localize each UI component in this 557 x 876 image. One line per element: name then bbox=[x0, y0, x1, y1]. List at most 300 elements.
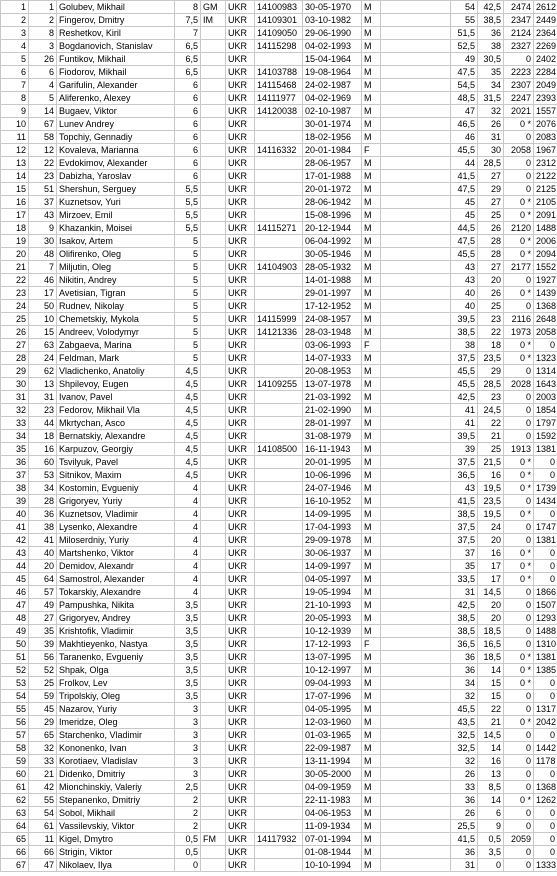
cell-player-name[interactable]: Nazarov, Yuriy bbox=[57, 703, 175, 716]
table-row[interactable] bbox=[1, 183, 557, 196]
cell-sex[interactable]: M bbox=[362, 235, 381, 248]
cell-points[interactable]: 4,5 bbox=[175, 469, 201, 482]
cell-title[interactable] bbox=[201, 482, 226, 495]
cell-title[interactable] bbox=[201, 664, 226, 677]
cell-title[interactable] bbox=[201, 235, 226, 248]
cell-birth-date[interactable]: 01-08-1944 bbox=[303, 846, 362, 859]
cell-title[interactable] bbox=[201, 300, 226, 313]
cell-birth-date[interactable]: 04-02-1969 bbox=[303, 92, 362, 105]
cell-rank[interactable]: 52 bbox=[1, 664, 29, 677]
cell-birth-date[interactable]: 10-12-1997 bbox=[303, 664, 362, 677]
cell-rank[interactable]: 44 bbox=[1, 560, 29, 573]
cell-empty[interactable] bbox=[381, 248, 451, 261]
cell-birth-date[interactable]: 28-01-1997 bbox=[303, 417, 362, 430]
cell-sex[interactable]: M bbox=[362, 508, 381, 521]
cell-empty[interactable] bbox=[381, 781, 451, 794]
cell-performance[interactable]: 1739 bbox=[534, 482, 557, 495]
cell-title[interactable] bbox=[201, 339, 226, 352]
cell-player-name[interactable]: Mirzoev, Emil bbox=[57, 209, 175, 222]
cell-rating[interactable]: 0 * bbox=[504, 677, 534, 690]
cell-points[interactable]: 4,5 bbox=[175, 417, 201, 430]
cell-title[interactable] bbox=[201, 703, 226, 716]
cell-tiebreak-1[interactable]: 45,5 bbox=[451, 144, 478, 157]
cell-player-name[interactable]: Bernatskiy, Alexandre bbox=[57, 430, 175, 443]
cell-sex[interactable]: M bbox=[362, 495, 381, 508]
cell-start-no[interactable]: 20 bbox=[29, 560, 57, 573]
cell-empty[interactable] bbox=[381, 599, 451, 612]
cell-birth-date[interactable]: 03-10-1982 bbox=[303, 14, 362, 27]
cell-tiebreak-2[interactable]: 31,5 bbox=[478, 92, 504, 105]
cell-rating[interactable]: 0 * bbox=[504, 482, 534, 495]
cell-player-name[interactable]: Samostrol, Alexander bbox=[57, 573, 175, 586]
cell-empty[interactable] bbox=[381, 92, 451, 105]
cell-player-name[interactable]: Shpilevoy, Eugen bbox=[57, 378, 175, 391]
cell-tiebreak-1[interactable]: 40 bbox=[451, 287, 478, 300]
cell-rank[interactable]: 67 bbox=[1, 859, 29, 872]
cell-fide-id[interactable] bbox=[255, 781, 303, 794]
cell-tiebreak-2[interactable]: 28,5 bbox=[478, 378, 504, 391]
cell-start-no[interactable]: 55 bbox=[29, 794, 57, 807]
cell-fide-id[interactable] bbox=[255, 716, 303, 729]
cell-federation[interactable]: UKR bbox=[226, 391, 255, 404]
cell-sex[interactable]: M bbox=[362, 352, 381, 365]
cell-points[interactable]: 3 bbox=[175, 755, 201, 768]
cell-tiebreak-2[interactable]: 26 bbox=[478, 118, 504, 131]
cell-tiebreak-1[interactable]: 43 bbox=[451, 482, 478, 495]
cell-fide-id[interactable] bbox=[255, 209, 303, 222]
cell-performance[interactable]: 1854 bbox=[534, 404, 557, 417]
table-row[interactable] bbox=[1, 586, 557, 599]
cell-rating[interactable]: 0 bbox=[504, 391, 534, 404]
cell-title[interactable] bbox=[201, 651, 226, 664]
cell-empty[interactable] bbox=[381, 768, 451, 781]
cell-points[interactable]: 3 bbox=[175, 768, 201, 781]
cell-start-no[interactable]: 10 bbox=[29, 313, 57, 326]
cell-federation[interactable]: UKR bbox=[226, 677, 255, 690]
table-row[interactable] bbox=[1, 469, 557, 482]
cell-sex[interactable]: M bbox=[362, 404, 381, 417]
cell-fide-id[interactable] bbox=[255, 430, 303, 443]
cell-performance[interactable]: 1747 bbox=[534, 521, 557, 534]
cell-federation[interactable]: UKR bbox=[226, 638, 255, 651]
table-row[interactable] bbox=[1, 300, 557, 313]
cell-rating[interactable]: 0 bbox=[504, 638, 534, 651]
cell-start-no[interactable]: 51 bbox=[29, 183, 57, 196]
cell-empty[interactable] bbox=[381, 430, 451, 443]
cell-player-name[interactable]: Miljutin, Oleg bbox=[57, 261, 175, 274]
table-row[interactable] bbox=[1, 443, 557, 456]
cell-performance[interactable]: 2042 bbox=[534, 716, 557, 729]
cell-performance[interactable]: 2058 bbox=[534, 326, 557, 339]
cell-birth-date[interactable]: 21-03-1992 bbox=[303, 391, 362, 404]
cell-federation[interactable]: UKR bbox=[226, 690, 255, 703]
cell-performance[interactable]: 1434 bbox=[534, 495, 557, 508]
cell-birth-date[interactable]: 22-09-1987 bbox=[303, 742, 362, 755]
cell-empty[interactable] bbox=[381, 261, 451, 274]
cell-sex[interactable]: M bbox=[362, 274, 381, 287]
cell-federation[interactable]: UKR bbox=[226, 378, 255, 391]
cell-fide-id[interactable] bbox=[255, 131, 303, 144]
cell-tiebreak-2[interactable]: 16 bbox=[478, 469, 504, 482]
cell-tiebreak-1[interactable]: 44 bbox=[451, 157, 478, 170]
cell-start-no[interactable]: 8 bbox=[29, 27, 57, 40]
cell-birth-date[interactable]: 17-12-1993 bbox=[303, 638, 362, 651]
cell-rating[interactable]: 2177 bbox=[504, 261, 534, 274]
cell-player-name[interactable]: Chemetskiy, Mykola bbox=[57, 313, 175, 326]
cell-tiebreak-1[interactable]: 37,5 bbox=[451, 534, 478, 547]
cell-points[interactable]: 3,5 bbox=[175, 690, 201, 703]
cell-rating[interactable]: 0 * bbox=[504, 196, 534, 209]
cell-fide-id[interactable]: 14100983 bbox=[255, 1, 303, 14]
cell-rank[interactable]: 2 bbox=[1, 14, 29, 27]
cell-sex[interactable]: M bbox=[362, 560, 381, 573]
cell-player-name[interactable]: Sobol, Mikhail bbox=[57, 807, 175, 820]
cell-tiebreak-1[interactable]: 31 bbox=[451, 586, 478, 599]
table-row[interactable] bbox=[1, 313, 557, 326]
cell-start-no[interactable]: 28 bbox=[29, 495, 57, 508]
cell-performance[interactable]: 1866 bbox=[534, 586, 557, 599]
table-row[interactable] bbox=[1, 40, 557, 53]
cell-title[interactable] bbox=[201, 560, 226, 573]
cell-player-name[interactable]: Fiodorov, Mikhail bbox=[57, 66, 175, 79]
cell-empty[interactable] bbox=[381, 144, 451, 157]
cell-rating[interactable]: 0 * bbox=[504, 235, 534, 248]
cell-title[interactable] bbox=[201, 209, 226, 222]
table-row[interactable] bbox=[1, 248, 557, 261]
cell-federation[interactable]: UKR bbox=[226, 222, 255, 235]
cell-player-name[interactable]: Olifirenko, Oleg bbox=[57, 248, 175, 261]
cell-start-no[interactable]: 38 bbox=[29, 521, 57, 534]
cell-tiebreak-2[interactable]: 14 bbox=[478, 664, 504, 677]
cell-birth-date[interactable]: 30-01-1974 bbox=[303, 118, 362, 131]
cell-fide-id[interactable]: 14115468 bbox=[255, 79, 303, 92]
cell-points[interactable]: 5 bbox=[175, 326, 201, 339]
cell-tiebreak-2[interactable]: 0 bbox=[478, 859, 504, 872]
cell-performance[interactable]: 0 bbox=[534, 573, 557, 586]
cell-empty[interactable] bbox=[381, 378, 451, 391]
cell-tiebreak-1[interactable]: 55 bbox=[451, 14, 478, 27]
cell-rank[interactable]: 50 bbox=[1, 638, 29, 651]
cell-tiebreak-1[interactable]: 25,5 bbox=[451, 820, 478, 833]
cell-start-no[interactable]: 56 bbox=[29, 651, 57, 664]
cell-federation[interactable]: UKR bbox=[226, 729, 255, 742]
cell-sex[interactable]: M bbox=[362, 755, 381, 768]
cell-tiebreak-1[interactable]: 33,5 bbox=[451, 573, 478, 586]
cell-rating[interactable]: 0 * bbox=[504, 352, 534, 365]
cell-fide-id[interactable] bbox=[255, 768, 303, 781]
cell-birth-date[interactable]: 31-08-1979 bbox=[303, 430, 362, 443]
cell-player-name[interactable]: Imeridze, Oleg bbox=[57, 716, 175, 729]
cell-performance[interactable]: 2105 bbox=[534, 196, 557, 209]
cell-birth-date[interactable]: 18-02-1956 bbox=[303, 131, 362, 144]
cell-start-no[interactable]: 42 bbox=[29, 781, 57, 794]
cell-tiebreak-2[interactable]: 32 bbox=[478, 105, 504, 118]
cell-rating[interactable]: 0 bbox=[504, 768, 534, 781]
cell-empty[interactable] bbox=[381, 859, 451, 872]
cell-rank[interactable]: 15 bbox=[1, 183, 29, 196]
cell-start-no[interactable]: 45 bbox=[29, 703, 57, 716]
cell-tiebreak-2[interactable]: 8,5 bbox=[478, 781, 504, 794]
cell-empty[interactable] bbox=[381, 40, 451, 53]
cell-points[interactable]: 3,5 bbox=[175, 599, 201, 612]
cell-sex[interactable]: M bbox=[362, 14, 381, 27]
cell-fide-id[interactable] bbox=[255, 651, 303, 664]
cell-start-no[interactable]: 26 bbox=[29, 53, 57, 66]
cell-federation[interactable]: UKR bbox=[226, 573, 255, 586]
cell-performance[interactable]: 1317 bbox=[534, 703, 557, 716]
cell-birth-date[interactable]: 14-01-1988 bbox=[303, 274, 362, 287]
cell-rank[interactable]: 30 bbox=[1, 378, 29, 391]
cell-federation[interactable]: UKR bbox=[226, 209, 255, 222]
cell-tiebreak-2[interactable]: 26 bbox=[478, 287, 504, 300]
cell-start-no[interactable]: 23 bbox=[29, 404, 57, 417]
cell-points[interactable]: 7 bbox=[175, 27, 201, 40]
table-row[interactable] bbox=[1, 352, 557, 365]
cell-birth-date[interactable]: 30-05-1946 bbox=[303, 248, 362, 261]
cell-player-name[interactable]: Zabgaeva, Marina bbox=[57, 339, 175, 352]
cell-sex[interactable]: M bbox=[362, 625, 381, 638]
cell-sex[interactable]: M bbox=[362, 157, 381, 170]
cell-federation[interactable]: UKR bbox=[226, 157, 255, 170]
cell-rating[interactable]: 0 * bbox=[504, 547, 534, 560]
cell-birth-date[interactable]: 16-11-1943 bbox=[303, 443, 362, 456]
cell-sex[interactable]: M bbox=[362, 248, 381, 261]
cell-performance[interactable]: 1967 bbox=[534, 144, 557, 157]
cell-tiebreak-2[interactable]: 16 bbox=[478, 755, 504, 768]
cell-fide-id[interactable]: 14109050 bbox=[255, 27, 303, 40]
cell-rating[interactable]: 0 bbox=[504, 274, 534, 287]
cell-points[interactable]: 6 bbox=[175, 144, 201, 157]
cell-start-no[interactable]: 58 bbox=[29, 131, 57, 144]
cell-rank[interactable]: 43 bbox=[1, 547, 29, 560]
cell-federation[interactable]: UKR bbox=[226, 300, 255, 313]
cell-points[interactable]: 6,5 bbox=[175, 53, 201, 66]
cell-points[interactable]: 3,5 bbox=[175, 677, 201, 690]
cell-performance[interactable]: 2083 bbox=[534, 131, 557, 144]
cell-fide-id[interactable]: 14103788 bbox=[255, 66, 303, 79]
cell-rank[interactable]: 4 bbox=[1, 40, 29, 53]
cell-points[interactable]: 5 bbox=[175, 261, 201, 274]
cell-rating[interactable]: 2059 bbox=[504, 833, 534, 846]
cell-tiebreak-2[interactable]: 17 bbox=[478, 573, 504, 586]
cell-start-no[interactable]: 35 bbox=[29, 625, 57, 638]
cell-federation[interactable]: UKR bbox=[226, 365, 255, 378]
cell-empty[interactable] bbox=[381, 794, 451, 807]
cell-tiebreak-2[interactable]: 23 bbox=[478, 391, 504, 404]
cell-rank[interactable]: 31 bbox=[1, 391, 29, 404]
cell-tiebreak-2[interactable]: 31 bbox=[478, 131, 504, 144]
cell-birth-date[interactable]: 13-07-1978 bbox=[303, 378, 362, 391]
cell-rank[interactable]: 25 bbox=[1, 313, 29, 326]
cell-title[interactable] bbox=[201, 820, 226, 833]
table-row[interactable] bbox=[1, 664, 557, 677]
cell-tiebreak-2[interactable]: 29 bbox=[478, 183, 504, 196]
cell-points[interactable]: 2 bbox=[175, 794, 201, 807]
cell-sex[interactable]: M bbox=[362, 287, 381, 300]
cell-birth-date[interactable]: 09-04-1993 bbox=[303, 677, 362, 690]
cell-points[interactable]: 4,5 bbox=[175, 443, 201, 456]
cell-fide-id[interactable] bbox=[255, 53, 303, 66]
cell-performance[interactable]: 2402 bbox=[534, 53, 557, 66]
cell-points[interactable]: 5 bbox=[175, 339, 201, 352]
cell-title[interactable] bbox=[201, 742, 226, 755]
cell-start-no[interactable]: 63 bbox=[29, 339, 57, 352]
cell-player-name[interactable]: Sitnikov, Maxim bbox=[57, 469, 175, 482]
cell-tiebreak-1[interactable]: 35 bbox=[451, 560, 478, 573]
cell-federation[interactable]: UKR bbox=[226, 339, 255, 352]
table-row[interactable] bbox=[1, 703, 557, 716]
cell-fide-id[interactable] bbox=[255, 820, 303, 833]
cell-rating[interactable]: 2247 bbox=[504, 92, 534, 105]
cell-rating[interactable]: 2223 bbox=[504, 66, 534, 79]
cell-points[interactable]: 3,5 bbox=[175, 625, 201, 638]
cell-tiebreak-2[interactable]: 27 bbox=[478, 170, 504, 183]
cell-performance[interactable]: 2284 bbox=[534, 66, 557, 79]
cell-performance[interactable]: 2006 bbox=[534, 235, 557, 248]
cell-fide-id[interactable]: 14117932 bbox=[255, 833, 303, 846]
cell-sex[interactable]: M bbox=[362, 378, 381, 391]
cell-rating[interactable]: 2124 bbox=[504, 27, 534, 40]
cell-performance[interactable]: 1797 bbox=[534, 417, 557, 430]
cell-rank[interactable]: 59 bbox=[1, 755, 29, 768]
cell-birth-date[interactable]: 28-03-1948 bbox=[303, 326, 362, 339]
cell-player-name[interactable]: Krishtofik, Vladimir bbox=[57, 625, 175, 638]
cell-empty[interactable] bbox=[381, 352, 451, 365]
cell-federation[interactable]: UKR bbox=[226, 859, 255, 872]
cell-federation[interactable]: UKR bbox=[226, 820, 255, 833]
cell-birth-date[interactable]: 10-10-1994 bbox=[303, 859, 362, 872]
cell-fide-id[interactable] bbox=[255, 573, 303, 586]
cell-tiebreak-1[interactable]: 39,5 bbox=[451, 430, 478, 443]
cell-start-no[interactable]: 50 bbox=[29, 300, 57, 313]
cell-fide-id[interactable] bbox=[255, 391, 303, 404]
cell-start-no[interactable]: 24 bbox=[29, 352, 57, 365]
cell-federation[interactable]: UKR bbox=[226, 651, 255, 664]
cell-federation[interactable]: UKR bbox=[226, 495, 255, 508]
cell-title[interactable] bbox=[201, 677, 226, 690]
cell-birth-date[interactable]: 13-07-1995 bbox=[303, 651, 362, 664]
cell-tiebreak-1[interactable]: 37,5 bbox=[451, 352, 478, 365]
cell-player-name[interactable]: Funtikov, Mikhail bbox=[57, 53, 175, 66]
cell-title[interactable] bbox=[201, 40, 226, 53]
cell-start-no[interactable]: 53 bbox=[29, 469, 57, 482]
cell-birth-date[interactable]: 19-05-1994 bbox=[303, 586, 362, 599]
cell-fide-id[interactable]: 14116332 bbox=[255, 144, 303, 157]
cell-empty[interactable] bbox=[381, 313, 451, 326]
cell-rank[interactable]: 10 bbox=[1, 118, 29, 131]
cell-rank[interactable]: 13 bbox=[1, 157, 29, 170]
cell-federation[interactable]: UKR bbox=[226, 274, 255, 287]
cell-rank[interactable]: 54 bbox=[1, 690, 29, 703]
cell-sex[interactable]: M bbox=[362, 79, 381, 92]
table-row[interactable] bbox=[1, 482, 557, 495]
cell-performance[interactable]: 1381 bbox=[534, 534, 557, 547]
cell-tiebreak-2[interactable]: 18,5 bbox=[478, 651, 504, 664]
cell-sex[interactable]: F bbox=[362, 144, 381, 157]
cell-tiebreak-1[interactable]: 39 bbox=[451, 443, 478, 456]
cell-tiebreak-2[interactable]: 20 bbox=[478, 612, 504, 625]
cell-fide-id[interactable] bbox=[255, 794, 303, 807]
cell-title[interactable] bbox=[201, 144, 226, 157]
cell-start-no[interactable]: 37 bbox=[29, 196, 57, 209]
cell-points[interactable]: 4,5 bbox=[175, 365, 201, 378]
cell-rating[interactable]: 0 bbox=[504, 703, 534, 716]
cell-birth-date[interactable]: 29-09-1978 bbox=[303, 534, 362, 547]
cell-start-no[interactable]: 12 bbox=[29, 144, 57, 157]
cell-tiebreak-2[interactable]: 30,5 bbox=[478, 53, 504, 66]
cell-points[interactable]: 4,5 bbox=[175, 391, 201, 404]
table-row[interactable] bbox=[1, 534, 557, 547]
table-row[interactable] bbox=[1, 742, 557, 755]
cell-performance[interactable]: 2094 bbox=[534, 248, 557, 261]
cell-sex[interactable]: M bbox=[362, 365, 381, 378]
cell-player-name[interactable]: Kovaleva, Marianna bbox=[57, 144, 175, 157]
cell-title[interactable] bbox=[201, 222, 226, 235]
cell-sex[interactable]: M bbox=[362, 586, 381, 599]
cell-start-no[interactable]: 52 bbox=[29, 664, 57, 677]
cell-fide-id[interactable] bbox=[255, 495, 303, 508]
cell-player-name[interactable]: Aliferenko, Alexey bbox=[57, 92, 175, 105]
cell-fide-id[interactable] bbox=[255, 157, 303, 170]
cell-sex[interactable]: M bbox=[362, 534, 381, 547]
cell-rating[interactable]: 2347 bbox=[504, 14, 534, 27]
cell-empty[interactable] bbox=[381, 118, 451, 131]
table-row[interactable] bbox=[1, 131, 557, 144]
cell-player-name[interactable]: Strigin, Viktor bbox=[57, 846, 175, 859]
cell-fide-id[interactable] bbox=[255, 560, 303, 573]
cell-tiebreak-1[interactable]: 36 bbox=[451, 664, 478, 677]
cell-start-no[interactable]: 47 bbox=[29, 859, 57, 872]
cell-performance[interactable]: 1385 bbox=[534, 664, 557, 677]
cell-empty[interactable] bbox=[381, 482, 451, 495]
cell-title[interactable] bbox=[201, 196, 226, 209]
cell-player-name[interactable]: Starchenko, Vladimir bbox=[57, 729, 175, 742]
cell-points[interactable]: 3 bbox=[175, 703, 201, 716]
cell-title[interactable] bbox=[201, 534, 226, 547]
cell-birth-date[interactable]: 10-12-1939 bbox=[303, 625, 362, 638]
cell-fide-id[interactable] bbox=[255, 703, 303, 716]
table-row[interactable] bbox=[1, 807, 557, 820]
cell-empty[interactable] bbox=[381, 755, 451, 768]
cell-federation[interactable]: UKR bbox=[226, 781, 255, 794]
cell-fide-id[interactable] bbox=[255, 469, 303, 482]
cell-performance[interactable]: 1368 bbox=[534, 300, 557, 313]
cell-rating[interactable]: 2307 bbox=[504, 79, 534, 92]
cell-title[interactable] bbox=[201, 443, 226, 456]
cell-tiebreak-2[interactable]: 27 bbox=[478, 261, 504, 274]
cell-start-no[interactable]: 41 bbox=[29, 534, 57, 547]
cell-fide-id[interactable] bbox=[255, 599, 303, 612]
cell-sex[interactable]: M bbox=[362, 222, 381, 235]
cell-sex[interactable]: M bbox=[362, 521, 381, 534]
cell-tiebreak-2[interactable]: 13 bbox=[478, 768, 504, 781]
cell-tiebreak-2[interactable]: 34 bbox=[478, 79, 504, 92]
cell-performance[interactable]: 0 bbox=[534, 768, 557, 781]
cell-tiebreak-1[interactable]: 45 bbox=[451, 196, 478, 209]
cell-rank[interactable]: 6 bbox=[1, 66, 29, 79]
cell-fide-id[interactable] bbox=[255, 625, 303, 638]
cell-title[interactable] bbox=[201, 170, 226, 183]
cell-rank[interactable]: 60 bbox=[1, 768, 29, 781]
cell-title[interactable] bbox=[201, 495, 226, 508]
table-row[interactable] bbox=[1, 495, 557, 508]
cell-rank[interactable]: 24 bbox=[1, 300, 29, 313]
cell-tiebreak-2[interactable]: 19,5 bbox=[478, 508, 504, 521]
cell-points[interactable]: 7,5 bbox=[175, 14, 201, 27]
cell-federation[interactable]: UKR bbox=[226, 66, 255, 79]
cell-federation[interactable]: UKR bbox=[226, 456, 255, 469]
cell-fide-id[interactable]: 14109301 bbox=[255, 14, 303, 27]
